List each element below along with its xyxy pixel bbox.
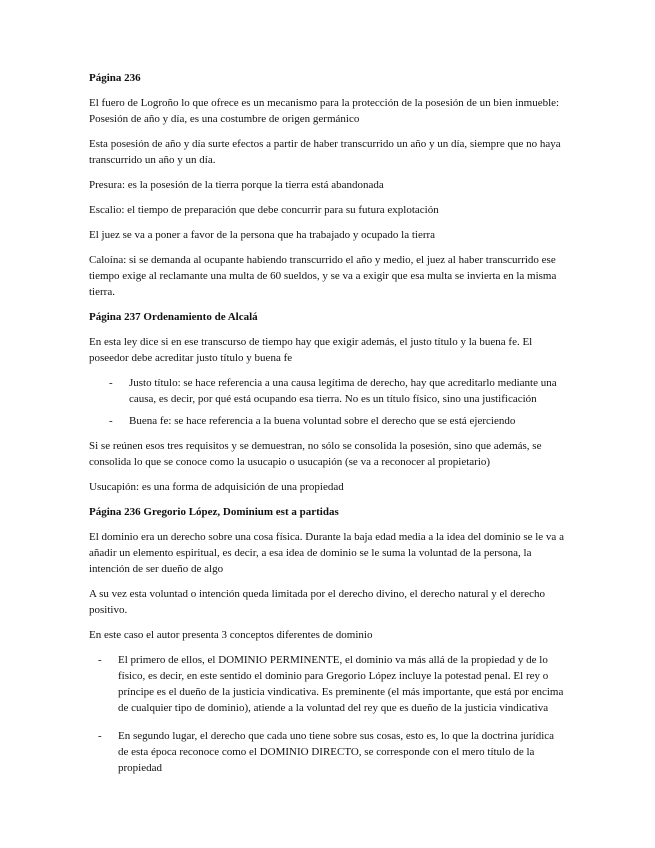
paragraph: El juez se va a poner a favor de la persona que ha trabajado y ocupado la tierra: [89, 229, 436, 241]
list-item-text: Justo título: se hace referencia a una causa legítima de derecho, hay que acreditarlo mediante una causa, es decir, por qué está ocupando esa tierra. No es un título físico, sino una justificación: [129, 377, 557, 405]
list-item-text: El primero de ellos, el DOMINIO PERMINENTE, el dominio va más allá de la propiedad y de lo físico, es decir, en este sentido el dominio para Gregorio López incluye la potestad penal. El rey o príncipe es el dueño de la justicia vindicativa. Es preminente (el más importante, que está por encima de cualquier tipo de dominio), atiende a la voluntad del rey que es dueño de la justicia vindicativa: [118, 654, 564, 714]
dash-bullet: -: [98, 654, 102, 666]
section-heading: Página 236: [89, 72, 141, 84]
paragraph: Usucapión: es una forma de adquisición de una propiedad: [89, 481, 344, 493]
paragraph: Presura: es la posesión de la tierra porque la tierra está abandonada: [89, 179, 384, 191]
dash-bullet: -: [98, 730, 102, 742]
list-item-text: Buena fe: se hace referencia a la buena voluntad sobre el derecho que se está ejerciendo: [129, 415, 516, 427]
dash-bullet: -: [109, 415, 113, 427]
paragraph: Escalio: el tiempo de preparación que debe concurrir para su futura explotación: [89, 204, 439, 216]
paragraph: Caloína: si se demanda al ocupante habiendo transcurrido el año y medio, el juez al haber transcurrido ese tiempo exige al reclamante una multa de 60 sueldos, y se va a exigir que esa multa se invierta en la misma tierra.: [89, 254, 557, 298]
paragraph: Si se reúnen esos tres requisitos y se demuestran, no sólo se consolida la posesión, sino que además, se consolida lo que se conoce como la usucapio o usucapión (se va a reconocer al propietario): [89, 440, 542, 468]
paragraph: En este caso el autor presenta 3 conceptos diferentes de dominio: [89, 629, 373, 641]
list-item: [89, 375, 567, 407]
section-heading: Página 236 Gregorio López, Dominium est a partidas: [89, 506, 339, 518]
bullet-list: [89, 652, 567, 776]
list-item: [89, 413, 567, 429]
document-page: [89, 70, 567, 788]
paragraph: En esta ley dice si en ese transcurso de tiempo hay que exigir además, el justo título y la buena fe. El poseedor debe acreditar justo título y buena fe: [89, 336, 533, 364]
paragraph: El fuero de Logroño lo que ofrece es un mecanismo para la protección de la posesión de un bien inmueble: Posesión de año y día, es una costumbre de origen germánico: [89, 97, 560, 125]
list-item: [89, 652, 567, 716]
list-item: [89, 728, 567, 776]
dash-bullet: -: [109, 377, 113, 389]
paragraph: Esta posesión de año y día surte efectos a partir de haber transcurrido un año y un día, siempre que no haya transcurrido un año y un día.: [89, 138, 561, 166]
section-heading: Página 237 Ordenamiento de Alcalá: [89, 311, 258, 323]
paragraph: El dominio era un derecho sobre una cosa física. Durante la baja edad media a la idea del dominio se le va a añadir un elemento espiritual, es decir, a esa idea de dominio se le suma la voluntad de la persona, la intención de ser dueño de algo: [89, 531, 564, 575]
paragraph: A su vez esta voluntad o intención queda limitada por el derecho divino, el derecho natural y el derecho positivo.: [89, 588, 546, 616]
list-item-text: En segundo lugar, el derecho que cada uno tiene sobre sus cosas, esto es, lo que la doctrina jurídica de esta época reconoce como el DOMINIO DIRECTO, se corresponde con el mero título de la propiedad: [118, 730, 555, 774]
bullet-list: [89, 375, 567, 429]
